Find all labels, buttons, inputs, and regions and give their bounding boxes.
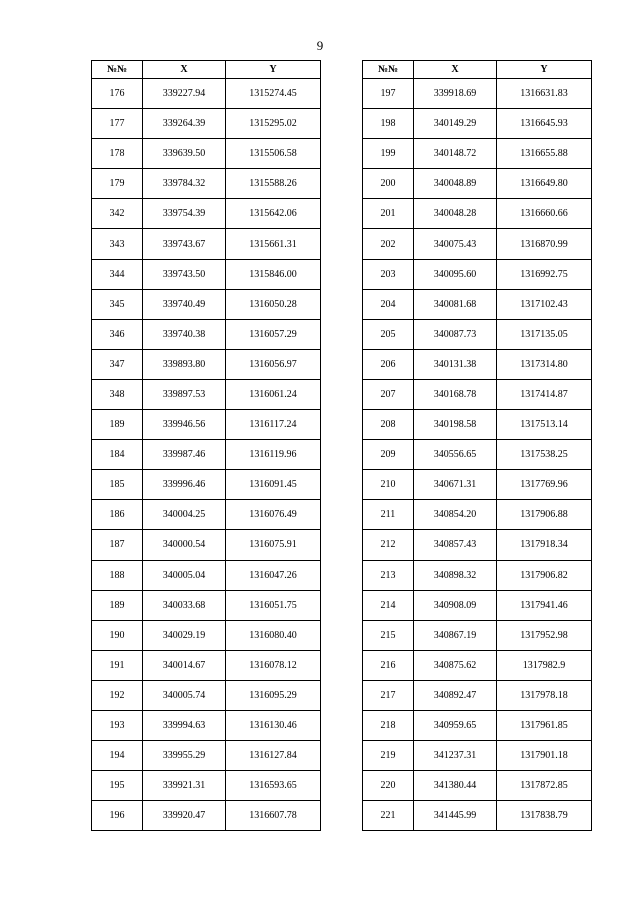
y-coordinate-cell: 1317538.25 [497, 440, 592, 470]
point-number-cell: 179 [92, 169, 143, 199]
table-row [92, 289, 321, 319]
point-number-cell: 344 [92, 259, 143, 289]
table-row [92, 650, 321, 680]
x-coordinate-cell: 339740.38 [143, 319, 226, 349]
y-coordinate-cell: 1317961.85 [497, 710, 592, 740]
table-row [92, 801, 321, 831]
table-row [92, 560, 321, 590]
y-coordinate-cell: 1316076.49 [226, 500, 321, 530]
x-coordinate-cell: 340854.20 [414, 500, 497, 530]
x-coordinate-cell: 340908.09 [414, 590, 497, 620]
table-row [92, 620, 321, 650]
x-coordinate-cell: 339897.53 [143, 379, 226, 409]
x-coordinate-cell: 339264.39 [143, 109, 226, 139]
point-number-cell: 218 [363, 710, 414, 740]
table-row [363, 229, 592, 259]
x-coordinate-cell: 340014.67 [143, 650, 226, 680]
x-coordinate-cell: 339784.32 [143, 169, 226, 199]
table-row [92, 771, 321, 801]
point-number-cell: 187 [92, 530, 143, 560]
table-row [363, 410, 592, 440]
y-coordinate-cell: 1317838.79 [497, 801, 592, 831]
y-coordinate-cell: 1315846.00 [226, 259, 321, 289]
x-coordinate-cell: 340168.78 [414, 379, 497, 409]
table-row [363, 801, 592, 831]
y-coordinate-cell: 1316057.29 [226, 319, 321, 349]
y-coordinate-cell: 1316130.46 [226, 710, 321, 740]
x-coordinate-cell: 340148.72 [414, 139, 497, 169]
x-coordinate-cell: 339921.31 [143, 771, 226, 801]
x-coordinate-cell: 339754.39 [143, 199, 226, 229]
point-number-cell: 346 [92, 319, 143, 349]
x-coordinate-cell: 340081.68 [414, 289, 497, 319]
table-row [363, 530, 592, 560]
point-number-cell: 188 [92, 560, 143, 590]
y-coordinate-cell: 1317872.85 [497, 771, 592, 801]
point-number-cell: 206 [363, 349, 414, 379]
y-coordinate-cell: 1317314.80 [497, 349, 592, 379]
x-coordinate-cell: 339918.69 [414, 79, 497, 109]
point-number-cell: 198 [363, 109, 414, 139]
point-number-cell: 212 [363, 530, 414, 560]
table-row [92, 319, 321, 349]
table-row [363, 199, 592, 229]
x-coordinate-cell: 340898.32 [414, 560, 497, 590]
table-row [92, 741, 321, 771]
point-number-cell: 192 [92, 680, 143, 710]
x-coordinate-cell: 340857.43 [414, 530, 497, 560]
table-row [92, 470, 321, 500]
y-coordinate-cell: 1317102.43 [497, 289, 592, 319]
table-row [92, 199, 321, 229]
point-number-cell: 342 [92, 199, 143, 229]
x-coordinate-cell: 340149.29 [414, 109, 497, 139]
x-coordinate-cell: 340048.89 [414, 169, 497, 199]
point-number-cell: 207 [363, 379, 414, 409]
y-coordinate-cell: 1317941.46 [497, 590, 592, 620]
header-y: Y [497, 61, 592, 79]
point-number-cell: 217 [363, 680, 414, 710]
point-number-cell: 209 [363, 440, 414, 470]
point-number-cell: 213 [363, 560, 414, 590]
x-coordinate-cell: 339743.67 [143, 229, 226, 259]
point-number-cell: 203 [363, 259, 414, 289]
x-coordinate-cell: 340671.31 [414, 470, 497, 500]
y-coordinate-cell: 1316080.40 [226, 620, 321, 650]
y-coordinate-cell: 1316870.99 [497, 229, 592, 259]
x-coordinate-cell: 340556.65 [414, 440, 497, 470]
table-row [363, 169, 592, 199]
x-coordinate-cell: 339227.94 [143, 79, 226, 109]
x-coordinate-cell: 339946.56 [143, 410, 226, 440]
point-number-cell: 184 [92, 440, 143, 470]
x-coordinate-cell: 340087.73 [414, 319, 497, 349]
table-row [92, 530, 321, 560]
header-y: Y [226, 61, 321, 79]
y-coordinate-cell: 1316655.88 [497, 139, 592, 169]
y-coordinate-cell: 1316051.75 [226, 590, 321, 620]
table-row [92, 680, 321, 710]
header-number: №№ [92, 61, 143, 79]
coordinates-table-right [362, 60, 592, 831]
table-row [363, 500, 592, 530]
x-coordinate-cell: 339920.47 [143, 801, 226, 831]
y-coordinate-cell: 1316607.78 [226, 801, 321, 831]
point-number-cell: 219 [363, 741, 414, 771]
x-coordinate-cell: 340095.60 [414, 259, 497, 289]
table-row [363, 590, 592, 620]
table-row [363, 710, 592, 740]
header-x: X [414, 61, 497, 79]
table-row [363, 139, 592, 169]
x-coordinate-cell: 341380.44 [414, 771, 497, 801]
point-number-cell: 348 [92, 379, 143, 409]
y-coordinate-cell: 1315274.45 [226, 79, 321, 109]
header-number: №№ [363, 61, 414, 79]
table-row [363, 109, 592, 139]
y-coordinate-cell: 1315506.58 [226, 139, 321, 169]
y-coordinate-cell: 1316091.45 [226, 470, 321, 500]
x-coordinate-cell: 339740.49 [143, 289, 226, 319]
x-coordinate-cell: 340867.19 [414, 620, 497, 650]
point-number-cell: 211 [363, 500, 414, 530]
table-row [92, 79, 321, 109]
x-coordinate-cell: 340959.65 [414, 710, 497, 740]
table-row [363, 379, 592, 409]
point-number-cell: 343 [92, 229, 143, 259]
table-row [363, 440, 592, 470]
x-coordinate-cell: 339955.29 [143, 741, 226, 771]
table-row [92, 379, 321, 409]
table-row [363, 79, 592, 109]
y-coordinate-cell: 1316127.84 [226, 741, 321, 771]
x-coordinate-cell: 340005.74 [143, 680, 226, 710]
point-number-cell: 220 [363, 771, 414, 801]
point-number-cell: 347 [92, 349, 143, 379]
point-number-cell: 201 [363, 199, 414, 229]
point-number-cell: 176 [92, 79, 143, 109]
x-coordinate-cell: 339994.63 [143, 710, 226, 740]
y-coordinate-cell: 1317135.05 [497, 319, 592, 349]
page-number: 9 [316, 38, 324, 53]
table-row [92, 590, 321, 620]
y-coordinate-cell: 1317414.87 [497, 379, 592, 409]
y-coordinate-cell: 1317918.34 [497, 530, 592, 560]
point-number-cell: 193 [92, 710, 143, 740]
y-coordinate-cell: 1317906.82 [497, 560, 592, 590]
table-row [92, 349, 321, 379]
table-row [92, 710, 321, 740]
point-number-cell: 215 [363, 620, 414, 650]
x-coordinate-cell: 340048.28 [414, 199, 497, 229]
y-coordinate-cell: 1317906.88 [497, 500, 592, 530]
y-coordinate-cell: 1317901.18 [497, 741, 592, 771]
y-coordinate-cell: 1317769.96 [497, 470, 592, 500]
point-number-cell: 189 [92, 410, 143, 440]
header-x: X [143, 61, 226, 79]
y-coordinate-cell: 1316050.28 [226, 289, 321, 319]
point-number-cell: 194 [92, 741, 143, 771]
x-coordinate-cell: 341445.99 [414, 801, 497, 831]
point-number-cell: 185 [92, 470, 143, 500]
y-coordinate-cell: 1316645.93 [497, 109, 592, 139]
y-coordinate-cell: 1316117.24 [226, 410, 321, 440]
table-row [92, 229, 321, 259]
point-number-cell: 196 [92, 801, 143, 831]
point-number-cell: 190 [92, 620, 143, 650]
point-number-cell: 197 [363, 79, 414, 109]
table-row [92, 259, 321, 289]
point-number-cell: 178 [92, 139, 143, 169]
point-number-cell: 199 [363, 139, 414, 169]
x-coordinate-cell: 340005.04 [143, 560, 226, 590]
y-coordinate-cell: 1317978.18 [497, 680, 592, 710]
table-row [363, 620, 592, 650]
x-coordinate-cell: 339987.46 [143, 440, 226, 470]
y-coordinate-cell: 1316660.66 [497, 199, 592, 229]
x-coordinate-cell: 340198.58 [414, 410, 497, 440]
y-coordinate-cell: 1316075.91 [226, 530, 321, 560]
point-number-cell: 208 [363, 410, 414, 440]
y-coordinate-cell: 1316056.97 [226, 349, 321, 379]
point-number-cell: 177 [92, 109, 143, 139]
point-number-cell: 186 [92, 500, 143, 530]
y-coordinate-cell: 1317513.14 [497, 410, 592, 440]
y-coordinate-cell: 1316631.83 [497, 79, 592, 109]
point-number-cell: 200 [363, 169, 414, 199]
table-row [92, 109, 321, 139]
point-number-cell: 214 [363, 590, 414, 620]
x-coordinate-cell: 340004.25 [143, 500, 226, 530]
y-coordinate-cell: 1315661.31 [226, 229, 321, 259]
x-coordinate-cell: 340131.38 [414, 349, 497, 379]
x-coordinate-cell: 339996.46 [143, 470, 226, 500]
x-coordinate-cell: 340892.47 [414, 680, 497, 710]
y-coordinate-cell: 1316119.96 [226, 440, 321, 470]
point-number-cell: 210 [363, 470, 414, 500]
y-coordinate-cell: 1316649.80 [497, 169, 592, 199]
coordinates-table-left [91, 60, 321, 831]
x-coordinate-cell: 340000.54 [143, 530, 226, 560]
y-coordinate-cell: 1316992.75 [497, 259, 592, 289]
table-row [363, 470, 592, 500]
point-number-cell: 204 [363, 289, 414, 319]
table-row [92, 500, 321, 530]
x-coordinate-cell: 340029.19 [143, 620, 226, 650]
table-row [363, 560, 592, 590]
y-coordinate-cell: 1316061.24 [226, 379, 321, 409]
table-row [363, 771, 592, 801]
point-number-cell: 191 [92, 650, 143, 680]
point-number-cell: 202 [363, 229, 414, 259]
x-coordinate-cell: 340875.62 [414, 650, 497, 680]
y-coordinate-cell: 1316095.29 [226, 680, 321, 710]
table-row [363, 319, 592, 349]
table-row [92, 440, 321, 470]
point-number-cell: 216 [363, 650, 414, 680]
x-coordinate-cell: 339639.50 [143, 139, 226, 169]
y-coordinate-cell: 1315295.02 [226, 109, 321, 139]
x-coordinate-cell: 340033.68 [143, 590, 226, 620]
table-row [363, 259, 592, 289]
table-row [92, 410, 321, 440]
point-number-cell: 205 [363, 319, 414, 349]
x-coordinate-cell: 339893.80 [143, 349, 226, 379]
table-row [363, 349, 592, 379]
table-row [363, 741, 592, 771]
point-number-cell: 195 [92, 771, 143, 801]
table-row [363, 289, 592, 319]
y-coordinate-cell: 1316047.26 [226, 560, 321, 590]
y-coordinate-cell: 1317982.9 [497, 650, 592, 680]
table-header-row [92, 61, 321, 79]
table-header-row [363, 61, 592, 79]
x-coordinate-cell: 339743.50 [143, 259, 226, 289]
y-coordinate-cell: 1315642.06 [226, 199, 321, 229]
table-row [363, 650, 592, 680]
point-number-cell: 345 [92, 289, 143, 319]
point-number-cell: 189 [92, 590, 143, 620]
x-coordinate-cell: 340075.43 [414, 229, 497, 259]
x-coordinate-cell: 341237.31 [414, 741, 497, 771]
point-number-cell: 221 [363, 801, 414, 831]
y-coordinate-cell: 1316078.12 [226, 650, 321, 680]
y-coordinate-cell: 1315588.26 [226, 169, 321, 199]
table-row [92, 139, 321, 169]
y-coordinate-cell: 1317952.98 [497, 620, 592, 650]
table-row [92, 169, 321, 199]
y-coordinate-cell: 1316593.65 [226, 771, 321, 801]
table-row [363, 680, 592, 710]
